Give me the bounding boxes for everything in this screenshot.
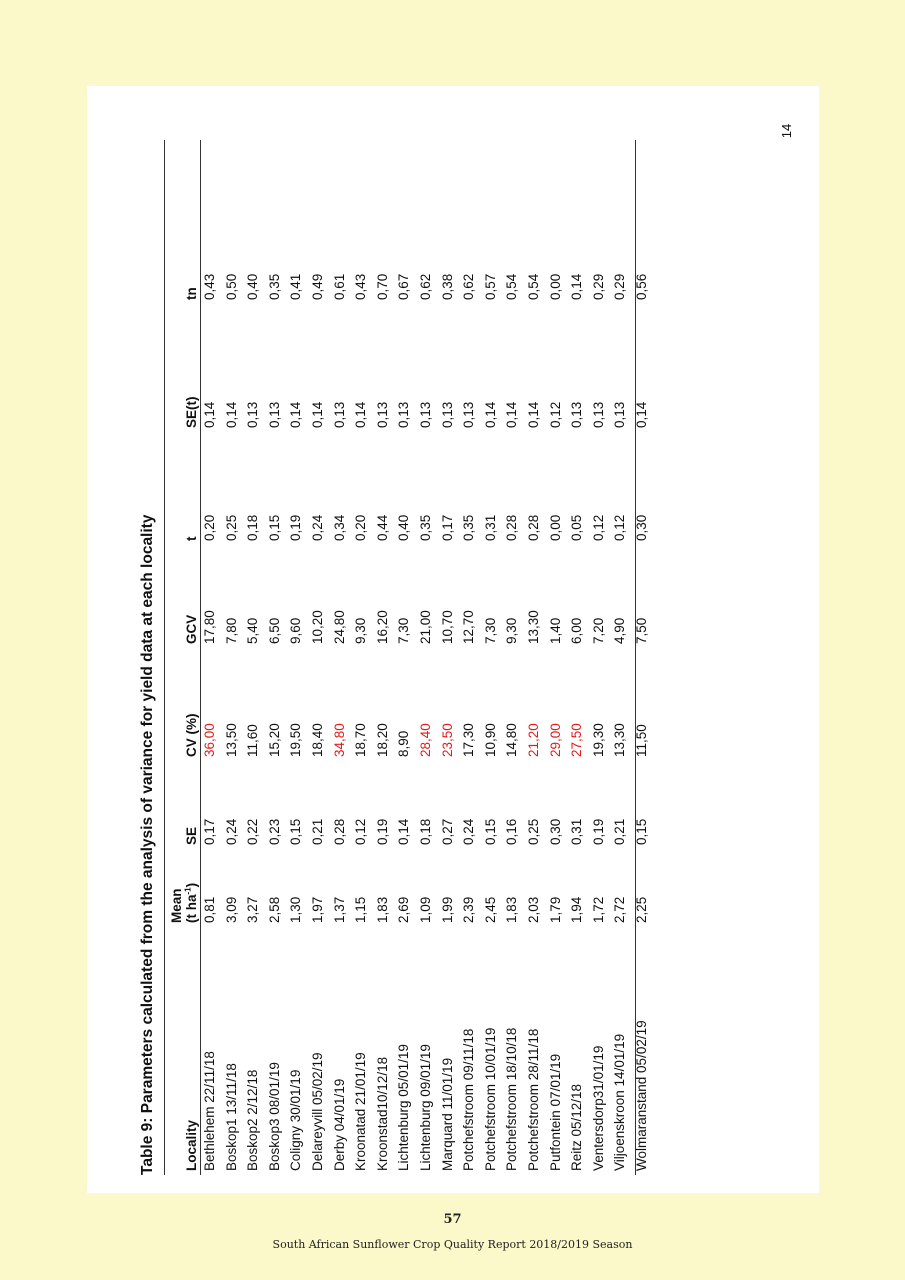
cell-cv: 28,40	[417, 723, 433, 757]
table-row	[199, 196, 221, 1175]
cell-cv: 27,50	[569, 723, 585, 757]
cell-t: 0,12	[590, 514, 606, 541]
cell-se-t: 0,13	[266, 401, 282, 428]
cell-tn: 0,54	[525, 273, 541, 300]
cell-mean: 1,30	[288, 896, 304, 923]
table-bottom-rule	[635, 140, 636, 1175]
cell-tn: 0,67	[396, 273, 412, 300]
cell-se-t: 0,14	[482, 401, 498, 428]
footer-report-title: South African Sunflower Crop Quality Report 2018/2019 Season	[272, 1238, 633, 1251]
cell-se: 0,15	[288, 818, 304, 845]
header-mean-unit-prefix: (t ha	[184, 894, 199, 923]
cell-se: 0,15	[482, 818, 498, 845]
cell-se: 0,14	[396, 818, 412, 845]
cell-t: 0,28	[504, 514, 520, 541]
cell-gcv: 24,80	[331, 610, 347, 644]
cell-cv: 21,20	[525, 723, 541, 757]
cell-mean: 3,09	[223, 896, 239, 923]
cell-se-t: 0,13	[461, 401, 477, 428]
cell-se: 0,16	[504, 818, 520, 845]
cell-mean: 1,79	[547, 896, 563, 923]
cell-t: 0,00	[547, 514, 563, 541]
cell-se: 0,12	[353, 818, 369, 845]
footer-page-number: 57	[443, 1212, 462, 1227]
cell-gcv: 5,40	[245, 617, 261, 644]
cell-t: 0,05	[569, 514, 585, 541]
cell-mean: 1,83	[374, 896, 390, 923]
cell-locality: Potchefstroom 10/01/19	[482, 1027, 498, 1171]
cell-t: 0,40	[396, 514, 412, 541]
cell-mean: 1,37	[331, 896, 347, 923]
cell-gcv: 9,30	[353, 617, 369, 644]
header-mean-unit-suffix: )	[184, 882, 199, 888]
header-gcv: GCV	[184, 614, 199, 644]
cell-se-t: 0,12	[547, 401, 563, 428]
table-row	[480, 196, 502, 1175]
cell-se-t: 0,13	[396, 401, 412, 428]
cell-gcv: 10,20	[309, 610, 325, 644]
table-row	[242, 196, 264, 1175]
table-row	[609, 196, 631, 1175]
table-row	[264, 196, 286, 1175]
cell-t: 0,34	[331, 514, 347, 541]
rotated-table-block	[135, 130, 649, 1180]
header-se: SE	[184, 826, 199, 845]
cell-se: 0,30	[547, 818, 563, 845]
cell-se-t: 0,13	[590, 401, 606, 428]
cell-se: 0,23	[266, 818, 282, 845]
cell-t: 0,19	[288, 514, 304, 541]
cell-gcv: 10,70	[439, 610, 455, 644]
cell-gcv: 7,20	[590, 617, 606, 644]
cell-locality: Derby 04/01/19	[331, 1078, 347, 1171]
cell-cv: 36,00	[202, 723, 217, 757]
table-row	[523, 196, 545, 1175]
table-row	[437, 196, 459, 1175]
cell-cv: 34,80	[331, 723, 347, 757]
cell-t: 0,31	[482, 514, 498, 541]
cell-locality: Lichtenburg 09/01/19	[417, 1044, 433, 1171]
header-cv: CV (%)	[184, 713, 199, 757]
table-row	[393, 196, 415, 1175]
cell-t: 0,18	[245, 514, 261, 541]
header-mean-label: Mean	[169, 888, 184, 923]
cell-se: 0,28	[331, 818, 347, 845]
cell-mean: 1,72	[590, 896, 606, 923]
cell-se-t: 0,14	[223, 401, 239, 428]
cell-se: 0,24	[223, 818, 239, 845]
cell-tn: 0,62	[461, 273, 477, 300]
cell-locality: Wolmaranstand 05/02/19	[633, 1020, 649, 1171]
cell-cv: 8,90	[396, 730, 412, 757]
cell-gcv: 7,80	[223, 617, 239, 644]
cell-t: 0,20	[353, 514, 369, 541]
yield-parameters-table	[165, 196, 652, 1175]
cell-se-t: 0,13	[374, 401, 390, 428]
cell-tn: 0,43	[202, 273, 217, 300]
cell-tn: 0,70	[374, 273, 390, 300]
cell-locality: Boskop3 08/01/19	[266, 1062, 282, 1171]
cell-se-t: 0,14	[525, 401, 541, 428]
cell-t: 0,12	[612, 514, 628, 541]
cell-se: 0,18	[417, 818, 433, 845]
table-row	[285, 196, 307, 1175]
cell-mean: 2,58	[266, 896, 282, 923]
table-row	[307, 196, 329, 1175]
cell-locality: Boskop2 2/12/18	[245, 1069, 261, 1171]
cell-locality: Marquard 11/01/19	[439, 1057, 455, 1171]
table-title: Table 9: Parameters calculated from the analysis of variance for yield data at each locality	[139, 514, 156, 1175]
header-se-t: SE(t)	[184, 396, 199, 428]
cell-tn: 0,54	[504, 273, 520, 300]
cell-t: 0,35	[461, 514, 477, 541]
header-mean	[165, 849, 199, 927]
cell-t: 0,17	[439, 514, 455, 541]
cell-t: 0,28	[525, 514, 541, 541]
cell-locality: Bethlehem 22/11/18	[202, 1051, 217, 1171]
cell-gcv: 7,50	[633, 617, 649, 644]
inner-page-number: 14	[779, 123, 794, 139]
cell-gcv: 21,00	[417, 610, 433, 644]
cell-cv: 19,50	[288, 723, 304, 757]
cell-gcv: 7,30	[396, 617, 412, 644]
cell-gcv: 12,70	[461, 610, 477, 644]
cell-cv: 18,70	[353, 723, 369, 757]
cell-gcv: 6,50	[266, 617, 282, 644]
cell-t: 0,35	[417, 514, 433, 541]
cell-locality: Kroonstad10/12/18	[374, 1056, 390, 1171]
cell-se-t: 0,13	[439, 401, 455, 428]
cell-se: 0,24	[461, 818, 477, 845]
table-row	[221, 196, 243, 1175]
cell-locality: Potchefstroom 09/11/18	[461, 1028, 477, 1171]
cell-tn: 0,40	[245, 273, 261, 300]
cell-tn: 0,50	[223, 273, 239, 300]
cell-locality: Boskop1 13/11/18	[223, 1063, 239, 1171]
cell-cv: 23,50	[439, 723, 455, 757]
cell-se: 0,15	[633, 818, 649, 845]
cell-tn: 0,61	[331, 273, 347, 300]
cell-gcv: 9,60	[288, 617, 304, 644]
cell-se-t: 0,14	[309, 401, 325, 428]
cell-cv: 15,20	[266, 723, 282, 757]
cell-tn: 0,56	[633, 273, 649, 300]
table-row	[588, 196, 610, 1175]
cell-gcv: 9,30	[504, 617, 520, 644]
cell-cv: 14,80	[504, 723, 520, 757]
cell-mean: 2,03	[525, 896, 541, 923]
cell-t: 0,44	[374, 514, 390, 541]
header-t: t	[184, 536, 199, 541]
table-header-row	[165, 196, 199, 1175]
cell-gcv: 17,80	[202, 610, 217, 644]
cell-mean: 2,45	[482, 896, 498, 923]
cell-cv: 11,60	[245, 724, 261, 757]
table-row	[372, 196, 394, 1175]
cell-tn: 0,00	[547, 273, 563, 300]
cell-mean: 1,15	[353, 896, 369, 923]
cell-mean: 1,97	[309, 896, 325, 923]
table-row	[329, 196, 351, 1175]
cell-cv: 17,30	[461, 723, 477, 757]
cell-se: 0,31	[569, 818, 585, 845]
table-row	[545, 196, 567, 1175]
cell-tn: 0,29	[612, 273, 628, 300]
cell-se: 0,19	[374, 818, 390, 845]
cell-se-t: 0,13	[331, 401, 347, 428]
cell-mean: 2,39	[461, 896, 477, 923]
cell-se: 0,27	[439, 818, 455, 845]
cell-cv: 18,40	[309, 723, 325, 757]
cell-locality: Lichtenburg 05/01/19	[396, 1044, 412, 1171]
header-mean-unit-sup: -1	[183, 887, 193, 895]
cell-gcv: 6,00	[569, 617, 585, 644]
cell-tn: 0,38	[439, 273, 455, 300]
table-row	[566, 196, 588, 1175]
cell-locality: Delareyvill 05/02/19	[309, 1052, 325, 1171]
cell-se-t: 0,14	[633, 401, 649, 428]
cell-gcv: 7,30	[482, 617, 498, 644]
cell-tn: 0,41	[288, 273, 304, 300]
cell-cv: 18,20	[374, 723, 390, 757]
cell-se-t: 0,13	[245, 401, 261, 428]
table-row	[458, 196, 480, 1175]
cell-locality: Reitz 05/12/18	[569, 1083, 585, 1171]
cell-t: 0,20	[202, 514, 217, 541]
cell-tn: 0,49	[309, 273, 325, 300]
cell-se: 0,21	[612, 818, 628, 845]
cell-se: 0,19	[590, 818, 606, 845]
cell-locality: Putfontein 07/01/19	[547, 1053, 563, 1171]
cell-tn: 0,35	[266, 273, 282, 300]
cell-mean: 1,99	[439, 896, 455, 923]
cell-mean: 0,81	[202, 896, 217, 923]
cell-gcv: 1,40	[547, 617, 563, 644]
cell-se: 0,17	[202, 818, 217, 845]
cell-t: 0,15	[266, 514, 282, 541]
cell-se-t: 0,14	[202, 401, 217, 428]
table-row	[350, 196, 372, 1175]
cell-tn: 0,62	[417, 273, 433, 300]
cell-t: 0,30	[633, 514, 649, 541]
cell-gcv: 13,30	[525, 610, 541, 644]
cell-t: 0,25	[223, 514, 239, 541]
cell-locality: Ventersdorp31/01/19	[590, 1045, 606, 1171]
cell-se: 0,25	[525, 818, 541, 845]
cell-tn: 0,29	[590, 273, 606, 300]
table-row	[415, 196, 437, 1175]
cell-se-t: 0,13	[612, 401, 628, 428]
cell-se-t: 0,14	[288, 401, 304, 428]
cell-se: 0,21	[309, 818, 325, 845]
cell-locality: Coligny 30/01/19	[288, 1069, 304, 1171]
cell-se-t: 0,13	[417, 401, 433, 428]
cell-cv: 29,00	[547, 723, 563, 757]
cell-se-t: 0,14	[504, 401, 520, 428]
cell-tn: 0,43	[353, 273, 369, 300]
cell-cv: 11,50	[633, 724, 649, 757]
header-locality: Locality	[184, 1119, 199, 1171]
cell-mean: 1,94	[569, 896, 585, 923]
header-tn: tn	[184, 287, 199, 300]
table-body	[199, 196, 652, 1175]
cell-cv: 13,50	[223, 723, 239, 757]
cell-cv: 19,30	[590, 723, 606, 757]
cell-locality: Viljoenskroon 14/01/19	[612, 1033, 628, 1171]
cell-mean: 2,72	[612, 896, 628, 923]
cell-mean: 1,83	[504, 896, 520, 923]
cell-mean: 2,69	[396, 896, 412, 923]
cell-locality: Potchefstroom 18/10/18	[504, 1027, 520, 1171]
cell-se-t: 0,14	[353, 401, 369, 428]
cell-tn: 0,14	[569, 273, 585, 300]
cell-cv: 13,30	[612, 723, 628, 757]
cell-mean: 3,27	[245, 896, 261, 923]
cell-gcv: 16,20	[374, 610, 390, 644]
cell-t: 0,24	[309, 514, 325, 541]
cell-tn: 0,57	[482, 273, 498, 300]
table-row	[501, 196, 523, 1175]
cell-gcv: 4,90	[612, 617, 628, 644]
cell-cv: 10,90	[482, 723, 498, 757]
cell-locality: Potchefstroom 28/11/18	[525, 1028, 541, 1171]
cell-mean: 2,25	[633, 896, 649, 923]
cell-se: 0,22	[245, 818, 261, 845]
cell-mean: 1,09	[417, 896, 433, 923]
cell-locality: Kroonatad 21/01/19	[353, 1052, 369, 1171]
cell-se-t: 0,13	[569, 401, 585, 428]
